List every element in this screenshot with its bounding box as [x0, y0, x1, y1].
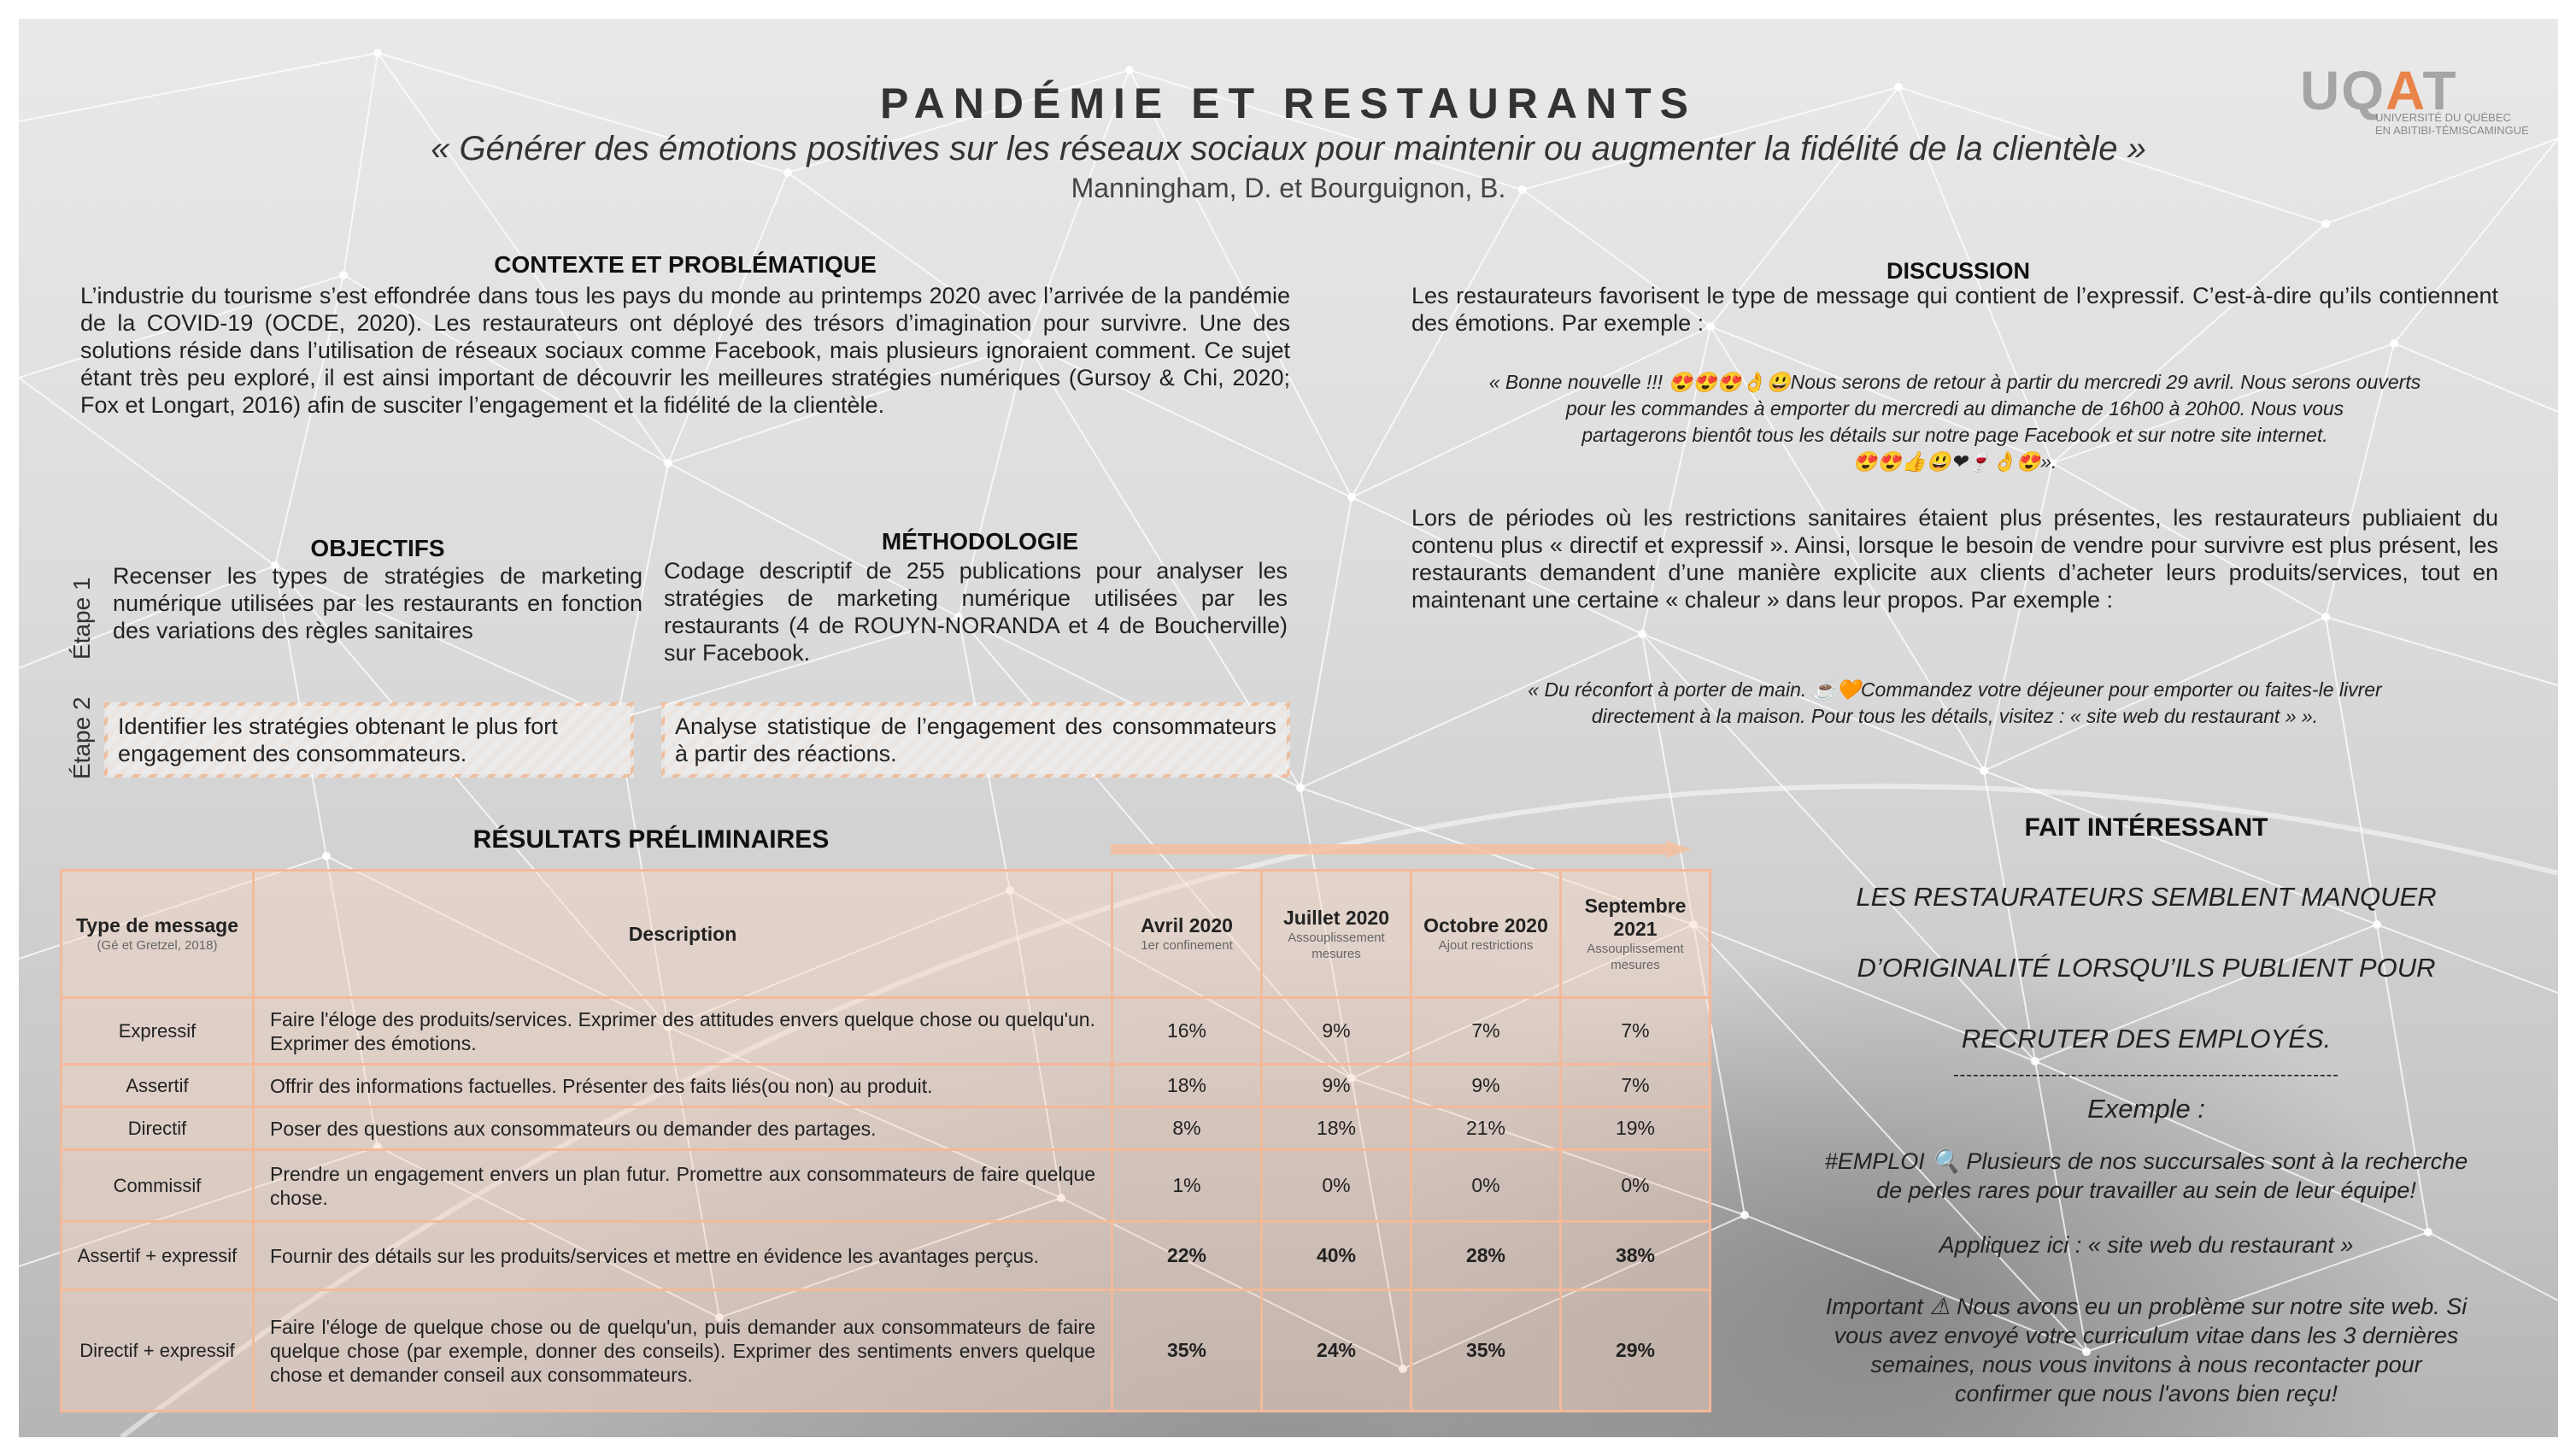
fait-example-1-line-2: de perles rares pour travailler au sein de leur équipe! — [1876, 1177, 2416, 1203]
discussion-paragraph-2: Lors de périodes où les restrictions sanitaires étaient plus présentes, les restaurateurs publiaient du contenu plus « directif et expressif ». Ainsi, lorsque le besoin de vendre pour survivre est plus présent, les restaurants demandent d’une manière explicite aux clients d’acheter leurs produits/services, tout en maintenant une certaine « chaleur » dans leur propos. Par exemple : — [1411, 505, 2498, 613]
period-note: Assouplissement mesures — [1587, 942, 1684, 972]
table-row — [62, 1150, 1710, 1222]
methodologie-heading: MÉTHODOLOGIE — [881, 528, 1079, 555]
row-type: Directif — [62, 1107, 254, 1150]
quote-1-line-4: 😍😍👍😃❤🍷👌😍». — [1852, 450, 2057, 473]
row-description: Fournir des détails sur les produits/services et mettre en évidence les avantages perçus. — [254, 1222, 1112, 1290]
row-description: Prendre un engagement envers un plan futur. Promettre aux consommateurs de faire quelque chose. — [254, 1150, 1112, 1222]
contexte-heading: CONTEXTE ET PROBLÉMATIQUE — [494, 251, 877, 278]
row-value: 18% — [1112, 1065, 1262, 1107]
row-value: 24% — [1262, 1290, 1411, 1412]
row-type: Assertif + expressif — [62, 1222, 254, 1290]
uqat-logo — [2300, 60, 2529, 137]
row-description: Faire l'éloge des produits/services. Exprimer des attitudes envers quelque chose ou quelqu'un. Exprimer des émotions. — [254, 998, 1112, 1065]
row-value: 9% — [1262, 1065, 1411, 1107]
period-note: Ajout restrictions — [1438, 938, 1534, 953]
logo-mark-uq: UQ — [2300, 60, 2385, 121]
row-value: 16% — [1112, 998, 1262, 1065]
header-period — [1411, 871, 1561, 998]
header-period — [1561, 871, 1710, 998]
row-value: 7% — [1411, 998, 1561, 1065]
row-value: 0% — [1411, 1150, 1561, 1222]
logo-mark-a: A — [2385, 60, 2423, 121]
discussion-example-2 — [1411, 677, 2498, 730]
row-description: Offrir des informations factuelles. Présenter des faits liés(ou non) au produit. — [254, 1065, 1112, 1107]
methodologie-etape-2-box — [661, 702, 1290, 778]
fait-example-3-line-3: semaines, nous vous invitons à nous recontacter pour — [1870, 1352, 2422, 1377]
contexte-text: L’industrie du tourisme s’est effondrée dans tous les pays du monde au printemps 2020 avec l’arrivée de la pandémie de la COVID-19 (OCDE, 2020). Les restaurateurs ont déployé des trésors d’imagination pour survivre. Une des solutions réside dans l’utilisation de réseaux sociaux comme Facebook, mais plusieurs ignoraient comment. Ce sujet étant très peu exploré, il est ainsi important de découvrir les meilleures stratégies numériques (Gursoy & Chi, 2020; Fox et Longart, 2016) afin de susciter l’engagement et la fidélité de la clientèle. — [80, 283, 1290, 418]
row-type: Expressif — [62, 998, 254, 1065]
table-row — [62, 1065, 1710, 1107]
table-row — [62, 1222, 1710, 1290]
period-note: Assouplissement mesures — [1288, 930, 1385, 961]
period-label: Septembre 2021 — [1584, 895, 1687, 940]
resultats-heading: RÉSULTATS PRÉLIMINAIRES — [472, 825, 830, 854]
fait-example-3-line-2: vous avez envoyé votre curriculum vitae dans les 3 dernières — [1834, 1323, 2459, 1348]
header-type-note: (Gé et Gretzel, 2018) — [97, 938, 218, 953]
fait-line-2: D’ORIGINALITÉ LORSQU’ILS PUBLIENT POUR — [1857, 953, 2436, 983]
row-value: 21% — [1411, 1107, 1561, 1150]
row-value: 8% — [1112, 1107, 1262, 1150]
row-value: 38% — [1561, 1222, 1710, 1290]
fait-example-1 — [1762, 1147, 2531, 1205]
period-label: Juillet 2020 — [1282, 906, 1390, 929]
table-header-row — [62, 871, 1710, 998]
header-description: Description — [254, 871, 1112, 998]
row-type: Commissif — [62, 1150, 254, 1222]
row-value: 9% — [1411, 1065, 1561, 1107]
table-row — [62, 1107, 1710, 1150]
period-label: Octobre 2020 — [1423, 914, 1548, 936]
fait-line-3: RECRUTER DES EMPLOYÉS. — [1961, 1024, 2332, 1054]
row-value: 7% — [1561, 998, 1710, 1065]
discussion-paragraph-1: Les restaurateurs favorisent le type de message qui contient de l’expressif. C’est-à-dire qu’ils contiennent des émotions. Par exemple : — [1411, 283, 2498, 336]
results-table — [60, 869, 1711, 1412]
row-value: 1% — [1112, 1150, 1262, 1222]
row-type: Assertif — [62, 1065, 254, 1107]
poster-authors: Manningham, D. et Bourguignon, B. — [1071, 173, 1506, 203]
row-value: 28% — [1411, 1222, 1561, 1290]
period-label: Avril 2020 — [1141, 914, 1233, 936]
timeline-arrow — [1111, 841, 1692, 858]
discussion-example-1 — [1411, 369, 2498, 475]
poster — [19, 19, 2558, 1437]
logo-line-1: UNIVERSITÉ DU QUÉBEC — [2375, 111, 2511, 124]
fait-separator: ----------------------------------------------------------- — [1953, 1066, 2339, 1084]
header-period — [1262, 871, 1411, 998]
objectifs-heading: OBJECTIFS — [310, 535, 445, 561]
row-value: 35% — [1112, 1290, 1262, 1412]
fait-example-1-line-1: #EMPLOI 🔍 Plusieurs de nos succursales sont à la recherche — [1824, 1148, 2468, 1174]
period-note: 1er confinement — [1141, 938, 1233, 953]
objectif-etape-2: Identifier les stratégies obtenant le plus fort engagement des consommateurs. — [108, 706, 631, 774]
quote-2-line-2: directement à la maison. Pour tous les détails, visitez : « site web du restaurant » ». — [1591, 705, 2319, 727]
methodologie-etape-2: Analyse statistique de l’engagement des consommateurs à partir des réactions. — [665, 706, 1287, 774]
fait-example-3 — [1762, 1292, 2531, 1408]
row-value: 0% — [1262, 1150, 1411, 1222]
objectif-etape-2-box — [104, 702, 634, 778]
fait-example-3-line-1: Important ⚠ Nous avons eu un problème sur notre site web. Si — [1825, 1294, 2467, 1319]
row-value: 22% — [1112, 1222, 1262, 1290]
etape-2-label: Étape 2 — [68, 696, 95, 779]
fait-example-2: Appliquez ici : « site web du restaurant » — [1939, 1232, 2354, 1258]
row-value: 19% — [1561, 1107, 1710, 1150]
quote-2-line-1: « Du réconfort à porter de main. ☕🧡Commandez votre déjeuner pour emporter ou faites-le livrer — [1528, 678, 2382, 701]
logo-line-2: EN ABITIBI-TÉMISCAMINGUE — [2375, 124, 2529, 137]
fait-heading: FAIT INTÉRESSANT — [2024, 813, 2268, 842]
row-type: Directif + expressif — [62, 1290, 254, 1412]
row-value: 7% — [1561, 1065, 1710, 1107]
row-description: Faire l'éloge de quelque chose ou de quelqu'un, puis demander aux consommateurs de faire quelque chose (par exemple, donner des conseils). Exprimer des sentiments envers quelque chose et demander conseil aux consommateurs. — [254, 1290, 1112, 1412]
header-type-label: Type de message — [75, 914, 239, 936]
quote-1-line-1: « Bonne nouvelle !!! 😍😍😍👌😃Nous serons de retour à partir du mercredi 29 avril. Nous serons ouverts — [1488, 371, 2421, 393]
header-period — [1112, 871, 1262, 998]
poster-title: PANDÉMIE ET RESTAURANTS — [880, 79, 1697, 127]
row-value: 9% — [1262, 998, 1411, 1065]
logo-mark — [2300, 60, 2522, 121]
row-value: 29% — [1561, 1290, 1710, 1412]
discussion-heading: DISCUSSION — [1886, 258, 2031, 284]
poster-subtitle: « Générer des émotions positives sur les réseaux sociaux pour maintenir ou augmenter la fidélité de la clientèle » — [431, 130, 2146, 167]
table-row — [62, 1290, 1710, 1412]
row-value: 35% — [1411, 1290, 1561, 1412]
fait-line-1: LES RESTAURATEURS SEMBLENT MANQUER — [1856, 882, 2437, 912]
header-type — [62, 871, 254, 998]
table-row — [62, 998, 1710, 1065]
row-value: 18% — [1262, 1107, 1411, 1150]
fait-exemple-label: Exemple : — [2087, 1094, 2205, 1124]
etape-1-label: Étape 1 — [68, 577, 95, 660]
objectif-etape-1: Recenser les types de stratégies de marketing numérique utilisées par les restaurants en fonction des variations des règles sanitaires — [113, 563, 643, 643]
logo-subtitle — [2375, 111, 2529, 137]
logo-mark-t: T — [2422, 60, 2458, 121]
row-value: 40% — [1262, 1222, 1411, 1290]
methodologie-etape-1: Codage descriptif de 255 publications pour analyser les stratégies de marketing numérique utilisées par les restaurants (4 de ROUYN-NORANDA et 4 de Boucherville) sur Facebook. — [664, 558, 1288, 666]
fait-example-3-line-4: confirmer que nous l'avons bien reçu! — [1955, 1381, 2338, 1406]
quote-1-line-2: pour les commandes à emporter du mercredi au dimanche de 16h00 à 20h00. Nous vous — [1565, 397, 2344, 420]
row-value: 0% — [1561, 1150, 1710, 1222]
quote-1-line-3: partagerons bientôt tous les détails sur notre page Facebook et sur notre site internet. — [1581, 424, 2328, 446]
row-description: Poser des questions aux consommateurs ou demander des partages. — [254, 1107, 1112, 1150]
